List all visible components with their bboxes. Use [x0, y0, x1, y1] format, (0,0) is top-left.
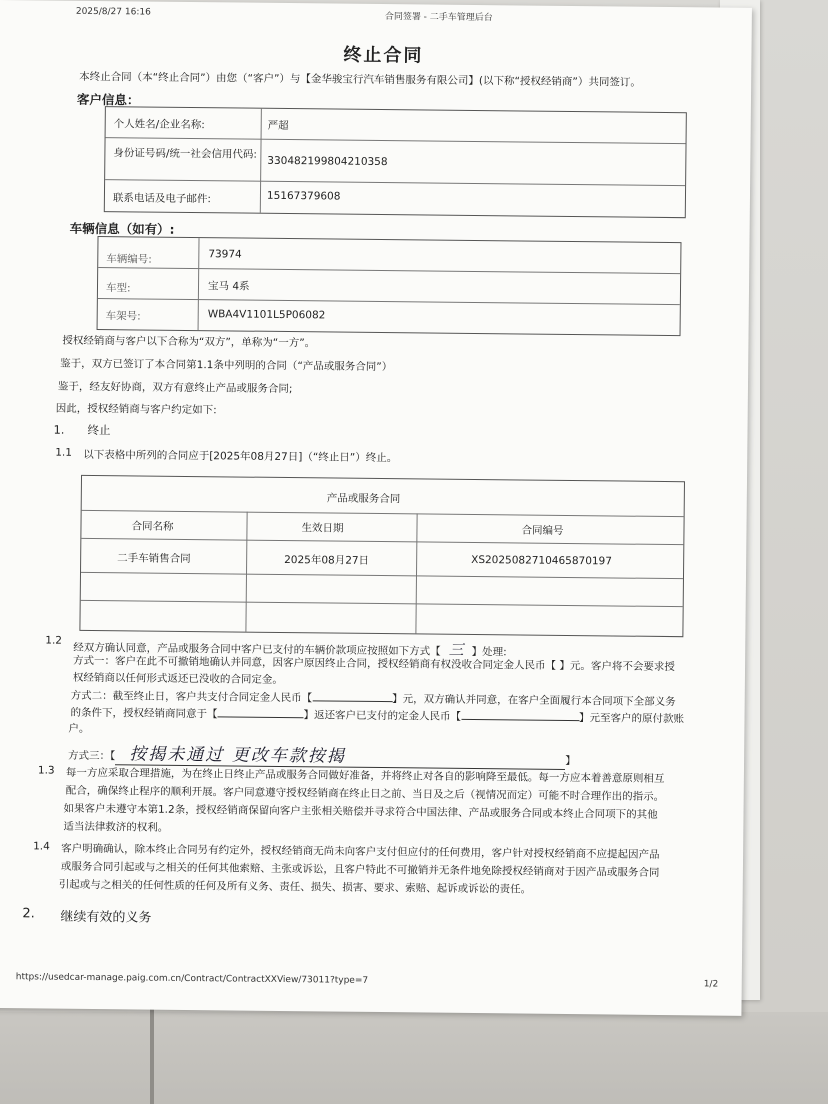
clause-1-3-line: 如果客户未遵守本第1.2条，授权经销商保留向客户主张相关赔偿并寻求符合中国法律、产品或服务合同或本终止合同项下的其他 — [63, 802, 658, 821]
customer-label: 身份证号码/统一社会信用代码: — [113, 147, 258, 161]
table-cell: 2025年08月27日 — [284, 554, 370, 567]
clause-1-1-text: 以下表格中所列的合同应于[2025年08月27日]（“终止日”）终止。 — [83, 448, 398, 465]
section-1-number: 1. — [53, 422, 65, 437]
way-3-line: 方式三：【 按揭未通过 更改车款按揭 】 — [68, 739, 576, 770]
para-parties: 授权经销商与客户以下合称为“双方”，单称为“一方”。 — [62, 334, 316, 350]
table-header: 合同名称 — [131, 520, 174, 533]
table-caption: 产品或服务合同 — [326, 492, 401, 506]
vehicle-number: 73974 — [208, 248, 242, 261]
customer-label: 联系电话及电子邮件: — [112, 192, 212, 206]
clause-1-3-line: 配合，确保终止程序的顺利开展。客户同意遵守授权经销商在终止日之前、当日及之后（视情况而定）可能不时合理作出的指示。 — [65, 784, 665, 803]
clause-1-2-choice: 三 — [448, 640, 464, 659]
vehicle-label: 车辆编号: — [106, 253, 152, 266]
desk-surface — [0, 1012, 828, 1104]
table-header: 生效日期 — [301, 522, 344, 535]
para-whereas-1: 鉴于，双方已签订了本合同第1.1条中列明的合同（“产品或服务合同”） — [60, 357, 393, 374]
clause-1-2-text: 经双方确认同意，产品或服务合同中客户已支付的车辆价款项应按照如下方式【 三 】处理: — [73, 640, 507, 659]
section-2-title: 继续有效的义务 — [60, 909, 152, 926]
customer-id: 330482199804210358 — [267, 154, 388, 169]
vehicle-table — [97, 236, 682, 336]
clause-1-4-line: 引起或与之相关的任何性质的任何及所有义务、责任、损失、损害、要求、索赔、起诉或诉讼的责任。 — [58, 878, 532, 896]
way-2-line-1: 方式二：截至终止日，客户共支付合同定金人民币【 】元，双方确认并同意，在客户全面履行本合同项下全部义务 — [70, 689, 676, 709]
customer-name: 严超 — [267, 119, 289, 133]
way-1-line-1: 方式一：客户在此不可撤销地确认并同意，因客户原因终止合同，授权经销商有权没收合同定金人民币【 】元。客户将不会要求授 — [73, 654, 675, 674]
print-datetime: 2025/8/27 16:16 — [75, 6, 151, 18]
customer-label: 个人姓名/企业名称: — [113, 118, 205, 132]
customer-phone: 15167379608 — [266, 189, 341, 203]
clause-1-3-line: 每一方应采取合理措施，为在终止日终止产品或服务合同做好准备，并将终止对各自的影响降至最低。每一方应本着善意原则相互 — [65, 766, 665, 785]
footer-page-number: 1/2 — [703, 979, 719, 990]
footer-url: https://usedcar-manage.paig.com.cn/Contract/ContractXXView/73011?type=7 — [15, 972, 369, 986]
customer-heading: 客户信息： — [76, 91, 140, 108]
clause-1-3-number: 1.3 — [37, 764, 55, 777]
clause-1-1-number: 1.1 — [55, 446, 73, 459]
vehicle-vin: WBA4V1101L5P06082 — [207, 308, 326, 322]
vehicle-label: 车型: — [105, 282, 131, 295]
clause-1-2-number: 1.2 — [45, 634, 63, 647]
clause-1-3-line: 适当法律救济的权利。 — [63, 820, 169, 834]
table-cell: 二手车销售合同 — [117, 552, 191, 566]
clause-1-4-line: 客户明确确认，除本终止合同另有约定外，授权经销商无尚未向客户支付但应付的任何费用，客户针对授权经销商不应提起因产品 — [61, 842, 660, 861]
clause-1-4-number: 1.4 — [33, 840, 50, 853]
contracts-table — [79, 475, 685, 637]
vehicle-heading: 车辆信息（如有）: — [69, 220, 175, 237]
way-2-line-2: 的条件下，授权经销商同意于【 】返还客户已支付的定金人民币【 】元至客户的原付款账 — [70, 706, 685, 726]
section-2-number: 2. — [22, 906, 35, 922]
way-1-line-2: 权经销商以任何形式返还已没收的合同定金。 — [72, 671, 283, 686]
vehicle-label: 车架号: — [105, 310, 141, 323]
vehicle-model: 宝马 4系 — [207, 280, 250, 293]
way-3-handwriting: 按揭未通过 更改车款按揭 — [115, 739, 565, 770]
doc-title: 终止合同 — [343, 44, 424, 67]
desk-gap — [150, 1008, 154, 1104]
intro-text: 本终止合同（本“终止合同”）由您（“客户”）与【金华骏宝行汽车销售服务有限公司】(以下称“授权经销商”）共同签订。 — [79, 70, 641, 89]
customer-table — [104, 106, 687, 218]
para-therefore: 因此，授权经销商与客户约定如下: — [55, 402, 217, 417]
clause-1-4-line: 或服务合同引起或与之相关的任何其他索赔、主张或诉讼，且客户特此不可撤销并无条件地免除授权经销商对于因产品或服务合同 — [60, 860, 660, 879]
section-1-title: 终止 — [87, 422, 111, 438]
way-2-line-3: 户。 — [68, 722, 90, 735]
table-cell: XS2025082710465870197 — [471, 553, 613, 568]
print-page-title: 合同签署 - 二手车管理后台 — [384, 12, 493, 24]
table-header: 合同编号 — [521, 524, 564, 537]
para-whereas-2: 鉴于，经友好协商，双方有意终止产品或服务合同; — [57, 380, 293, 396]
